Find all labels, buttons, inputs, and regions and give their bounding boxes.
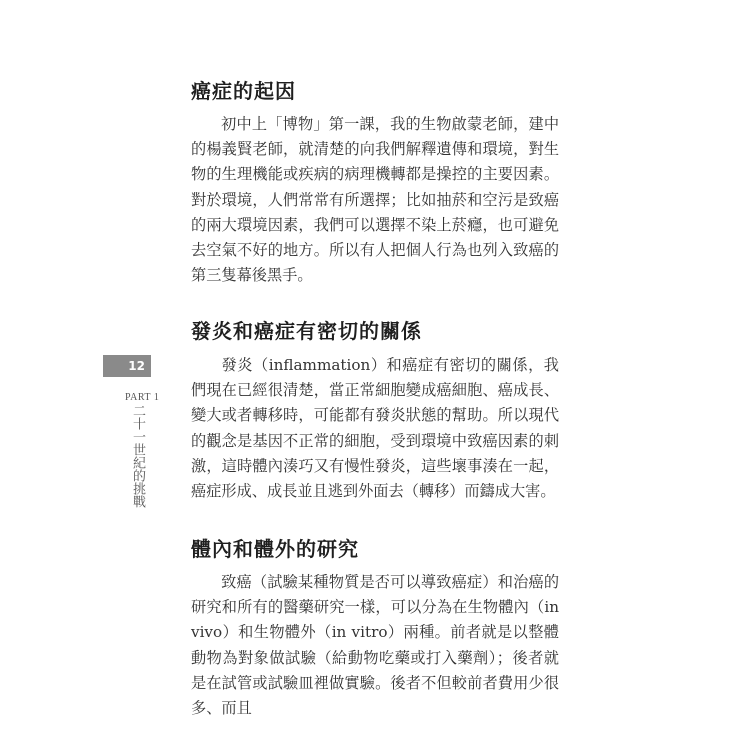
part-title-vertical: 二十一世紀的挑戰 <box>130 404 145 508</box>
section-heading: 體內和體外的研究 <box>191 537 359 561</box>
section-paragraph <box>191 353 559 504</box>
section-heading: 癌症的起因 <box>191 79 296 103</box>
paragraph-text: 發炎（inflammation）和癌症有密切的關係，我們現在已經很清楚，當正常細胞變成癌細胞、癌成長、變大或者轉移時，可能都有發炎狀態的幫助。所以現代的觀念是基因不正常的細胞，受到環境中致癌因素的刺激，這時體內湊巧又有慢性發炎，這些壞事湊在一起，癌症形成、成長並且逃到外面去（轉移）而鑄成大害。 <box>191 356 559 501</box>
section-heading: 發炎和癌症有密切的關係 <box>191 319 422 343</box>
paragraph-text: 致癌（試驗某種物質是否可以導致癌症）和治癌的研究和所有的醫藥研究一樣，可以分為在生物體內（in vivo）和生物體外（in vitro）兩種。前者就是以整體動物為對象做試驗（給動物吃藥或打入藥劑）；後者就是在試管或試驗皿裡做實驗。後者不但較前者費用少很多、而且 <box>191 573 559 718</box>
page-number: 12 <box>128 359 145 373</box>
part-label: PART 1 <box>125 392 160 403</box>
paragraph-text: 初中上「博物」第一課，我的生物啟蒙老師，建中的楊義賢老師，就清楚的向我們解釋遺傳和環境，對生物的生理機能或疾病的病理機轉都是操控的主要因素。對於環境，人們常常有所選擇；比如抽菸和空污是致癌的兩大環境因素，我們可以選擇不染上菸癮，也可避免去空氣不好的地方。所以有人把個人行為也列入致癌的第三隻幕後黑手。 <box>191 115 559 285</box>
page-number-tab <box>103 355 151 377</box>
section-paragraph <box>191 112 559 288</box>
section-paragraph <box>191 570 559 721</box>
